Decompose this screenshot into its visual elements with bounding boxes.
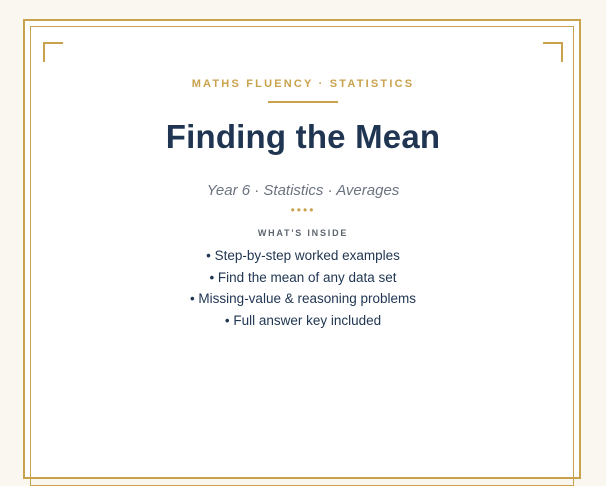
subtitle: Year 6 · Statistics · Averages [206,182,400,199]
title-divider [268,101,338,103]
corner-ornament-top-right [543,42,563,62]
corner-ornament-top-left [43,42,63,62]
dot-ornament: •••• [290,203,316,217]
page-title: Finding the Mean [165,118,441,155]
feature-item: • Find the mean of any data set [209,269,397,285]
whats-inside-label: WHAT'S INSIDE [257,228,349,238]
feature-item: • Step-by-step worked examples [206,248,400,263]
feature-item: • Full answer key included [224,312,382,328]
eyebrow-label: MATHS FLUENCY · STATISTICS [191,78,415,90]
feature-list [0,245,606,331]
feature-item: • Missing-value & reasoning problems [189,291,417,306]
